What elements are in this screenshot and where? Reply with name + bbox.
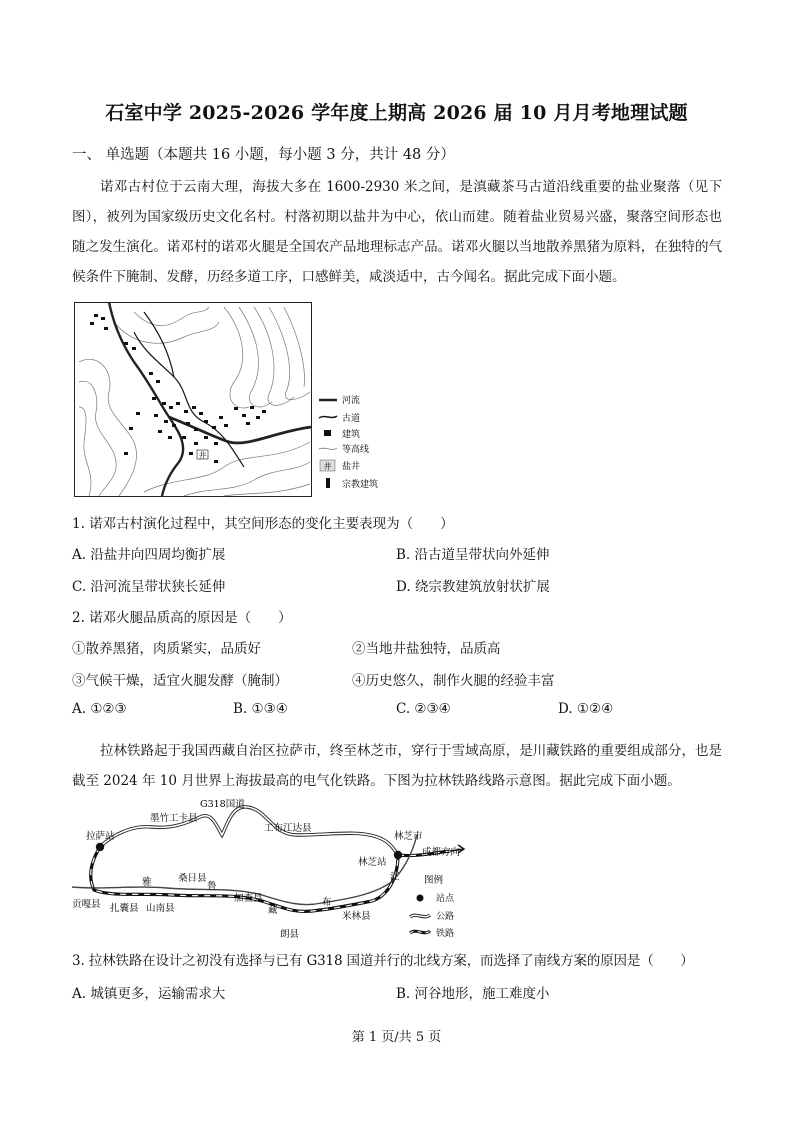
nyingchi-station-dot [394, 851, 402, 859]
label-bu: 布 [322, 897, 332, 908]
legend-rail: 铁路 [436, 929, 455, 939]
q2-statement-3: ③气候干燥，适宜火腿发酵（腌制） [72, 673, 288, 689]
label-lasa: 拉萨站 [86, 831, 115, 842]
q1-option-d[interactable]: D. 绕宗教建筑放射状扩展 [396, 579, 550, 595]
q2-statement-2: ②当地井盐独特，品质高 [352, 641, 501, 657]
label-chengdu: 成都方向 [422, 847, 461, 858]
q3-option-b[interactable]: B. 河谷地形，施工难度小 [396, 986, 550, 1002]
label-langxian: 朗县 [280, 929, 300, 940]
label-shannan: 山南县 [146, 903, 175, 914]
label-gongga: 贡嘎县 [72, 899, 101, 910]
q1-option-b[interactable]: B. 沿古道呈带状向外延伸 [396, 547, 550, 563]
label-nyingchi-station: 林芝站 [358, 857, 387, 868]
legend-temple: 宗教建筑 [342, 480, 379, 490]
map2-legend [410, 892, 455, 939]
passage-nuodeng: 诺邓古村位于云南大理，海拔大多在 1600-2930 米之间，是滇藏茶马古道沿线重要的盐业聚落（见下图），被列为国家级历史文化名村。村落初期以盐井为中心，依山而建。随着盐业贸易兴盛，聚落空间形态也随之发生演化。诺邓村的诺邓火腿是全国农产品地理标志产品。诺邓火腿以当地散养黑猪为原料，在独特的气候条件下腌制、发酵，历经多道工序，口感鲜美，咸淡适中，古今闻名。据此完成下面小题。 [72, 179, 722, 285]
label-jiang: 江 [390, 872, 400, 883]
q1-option-a[interactable]: A. 沿盐井向四周均衡扩展 [72, 547, 226, 563]
lalin-railway-map [72, 795, 512, 945]
label-gongbu: 工布江达县 [264, 823, 312, 834]
section-heading: 一、 单选题（本题共 16 小题，每小题 3 分，共计 48 分） [72, 147, 455, 163]
label-nyingchi-city: 林芝市 [394, 831, 423, 842]
q2-option-b[interactable]: B. ①③④ [233, 701, 288, 717]
label-ya: 雅 [142, 877, 152, 888]
legend-building-icon [324, 430, 331, 436]
label-sangri: 桑日县 [178, 873, 207, 884]
label-milin: 米林县 [342, 911, 371, 922]
q2-statement-4: ④历史悠久，制作火腿的经验丰富 [352, 673, 555, 689]
legend-building: 建筑 [342, 430, 361, 440]
legend-temple-icon [326, 478, 330, 488]
legend-river: 河流 [342, 396, 361, 406]
legend-well: 盐井 [342, 462, 361, 472]
nuodeng-map [74, 302, 386, 498]
legend-title: 图例 [424, 875, 444, 886]
q3-stem: 3. 拉林铁路在设计之初没有选择与已有 G318 国道并行的北线方案，而选择了南线方案的原因是（ ） [72, 953, 694, 969]
q2-option-c[interactable]: C. ②③④ [396, 701, 451, 717]
page-footer: 第 1 页/共 5 页 [351, 1030, 442, 1045]
legend-road: 公路 [436, 912, 455, 922]
label-zang: 藏 [268, 905, 278, 916]
label-g318: G318国道 [200, 799, 245, 810]
passage-lalin-railway: 拉林铁路起于我国西藏自治区拉萨市，终至林芝市，穿行于雪域高原，是川藏铁路的重要组成部分，也是截至 2024 年 10 月世界上海拔最高的电气化铁路。下图为拉林铁路线路示意图。据此完成下面小题。 [72, 743, 722, 789]
map-legend [319, 394, 378, 490]
q1-stem: 1. 诺邓古村演化过程中，其空间形态的变化主要表现为（ ） [72, 516, 454, 532]
label-lu: 鲁 [207, 881, 217, 892]
q3-option-a[interactable]: A. 城镇更多，运输需求大 [72, 986, 226, 1002]
label-zhanang: 扎囊县 [110, 903, 139, 914]
svg-text:井: 井 [323, 462, 332, 471]
salt-well-label: 井 [198, 451, 207, 460]
legend-road: 古道 [342, 414, 361, 424]
q1-option-c[interactable]: C. 沿河流呈带状狭长延伸 [72, 579, 226, 595]
legend-station: 站点 [436, 894, 455, 904]
label-jiacha: 加查县 [234, 893, 263, 904]
q2-statement-1: ①散养黑猪，肉质紧实，品质好 [72, 641, 261, 657]
lhasa-station-dot [96, 843, 104, 851]
q2-stem: 2. 诺邓火腿品质高的原因是（ ） [72, 610, 292, 626]
page-title: 石室中学 2025-2026 学年度上期高 2026 届 10 月月考地理试题 [105, 102, 688, 124]
legend-contour: 等高线 [342, 445, 370, 455]
label-mozhu: 墨竹工卡县 [150, 813, 198, 824]
q2-option-d[interactable]: D. ①②④ [558, 701, 614, 717]
g318-road [100, 807, 398, 855]
q2-option-a[interactable]: A. ①②③ [72, 701, 127, 717]
map-frame [75, 303, 312, 497]
